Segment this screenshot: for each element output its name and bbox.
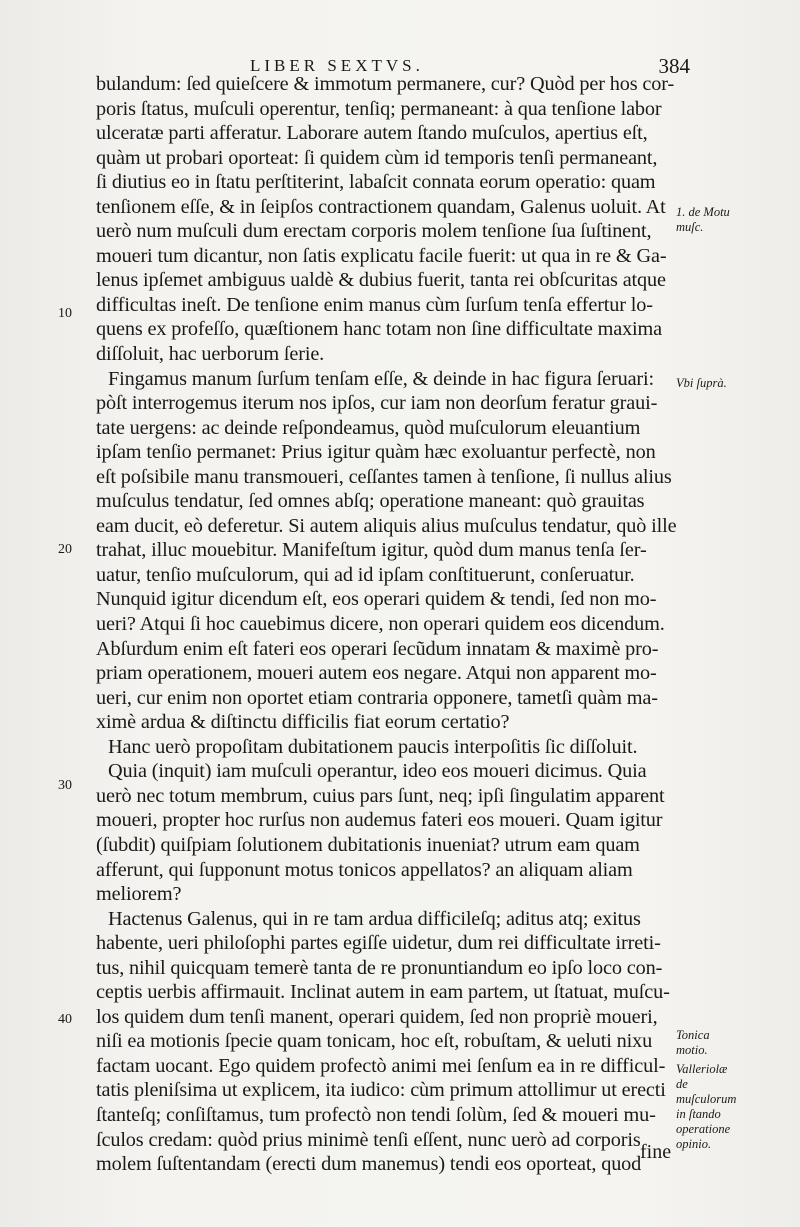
text-line: Nunquid igitur dicendum eſt, eos operari quidem & tendi, ſed non mo- [96,588,657,611]
text-line: eſt poſsibile manu transmoueri, ceſſantes tamen à tenſione, ſi nullus alius [96,465,672,488]
text-line: quàm ut probari oporteat: ſi quidem cùm id temporis tenſi permaneant, [96,146,658,169]
text-line: Quia (inquit) iam muſculi operantur, ideo eos moueri dicimus. Quia [108,760,647,783]
text-line: priam operationem, moueri autem eos negare. Atqui non apparent mo- [96,662,657,685]
main-text [96,72,677,1177]
text-line: afferunt, qui ſupponunt motus tonicos appellatos? an aliquam aliam [96,858,633,881]
text-line: muſculus tendatur, ſed omnes abſq; operatione maneant: quò grauitas [96,490,645,513]
text-line: eam ducit, eò deferetur. Si autem aliquis alius muſculus tendatur, quò ille [96,514,677,537]
running-title: LIBER SEXTVS. [250,56,424,75]
marginal-note: Tonica motio. [676,1028,710,1057]
text-line: Abſurdum enim eſt fateri eos operari ſecũdum innatam & maximè pro- [96,637,659,660]
line-number: 10 [58,306,72,321]
text-line: trahat, illuc mouebitur. Manifeſtum igitur, quòd dum manus tenſa ſer- [96,539,647,562]
page-number: 384 [658,54,690,78]
text-line: uerò nec totum membrum, cuius pars ſunt, neq; ipſi ſingulatim apparent [96,784,665,807]
text-line: ueri, cur enim non oportet etiam contraria opponere, tametſi quàm ma- [96,686,658,709]
text-line: tatis pleniſsima ut explicem, ita iudico: cùm primum attollimur ut erecti [96,1079,666,1102]
text-line: meliorem? [96,883,182,906]
text-line: habente, ueri philoſophi partes egiſſe uidetur, dum rei difficultate irreti- [96,932,661,955]
text-line: Fingamus manum ſurſum tenſam eſſe, & deinde in hac figura ſeruari: [108,367,654,390]
text-line: ipſam tenſio permanet: Prius igitur quàm hæc exoluantur perfectè, non [96,441,656,464]
text-line: ueri? Atqui ſi hoc cauebimus dicere, non operari quidem eos dicendum. [96,613,665,636]
line-number: 20 [58,542,72,557]
line-number: 40 [58,1012,72,1027]
text-line: Hactenus Galenus, qui in re tam ardua difficileſq; aditus atq; exitus [108,907,641,930]
text-line: tenſionem eſſe, & in ſeipſos contractionem quandam, Galenus uoluit. At [96,195,666,218]
text-line: quens ex profeſſo, quæſtionem hanc totam non ſine difficultate maxima [96,318,663,341]
text-line: molem ſuſtentandam (erecti dum manemus) tendi eos oporteat, quod [96,1153,642,1176]
text-line: uerò num muſculi dum erectam corporis molem tenſione ſua ſuſtinent, [96,220,652,243]
text-line: ximè ardua & diſtinctu difficilis fiat eorum certatio? [96,711,510,734]
text-line: tus, nihil quicquam temerè tanta de re pronuntiandum eo ipſo loco con- [96,956,663,979]
text-line: tate uergens: ac deinde reſpondeamus, quòd muſculorum eleuantium [96,416,641,439]
text-line: ulceratæ parti afferatur. Laborare autem ſtando muſculos, apertius eſt, [96,122,648,145]
text-line: moueri tum dicantur, non ſatis explicatu facile fuerit: ut qua in re & Ga- [96,244,667,267]
text-line: bulandum: ſed quieſcere & immotum permanere, cur? Quòd per hos cor- [96,73,675,95]
text-line: lenus ipſemet ambiguus ualdè & dubius fuerit, tanta rei obſcuritas atque [96,269,666,292]
text-line: los quidem dum tenſi manent, operari quidem, ſed non propriè moueri, [96,1005,658,1028]
text-line: Hanc uerò propoſitam dubitationem paucis interpoſitis ſic diſſoluit. [108,735,638,758]
text-line: ceptis uerbis affirmauit. Inclinat autem in eam partem, ut ſtatuat, muſcu- [96,981,670,1004]
text-line: uatur, tenſio muſculorum, qui ad id ipſam conſtituerunt, conſeruatur. [96,563,635,586]
text-line: moueri, propter hoc rurſus non audemus fateri eos moueri. Quam igitur [96,809,663,832]
text-line: factam uocant. Ego quidem profectò animi mei ſenſum ea in re difficul- [96,1054,666,1077]
line-number: 30 [58,778,72,793]
text-line: ſi diutius eo in ſtatu perſtiterint, labaſcit connata eorum operatio: quam [96,171,656,194]
text-line: poris ſtatus, muſculi operentur, tenſiq; permaneant: à qua tenſione labor [96,97,662,120]
text-line: pòſt interrogemus iterum nos ipſos, cur iam non deorſum feratur graui- [96,392,658,415]
text-line: diſſoluit, hac uerborum ſerie. [96,343,325,366]
text-line: difficultas ineſt. De tenſione enim manus cùm ſurſum tenſa effertur lo- [96,293,653,316]
text-line: niſi ea motionis ſpecie quam tonicam, hoc eſt, robuſtam, & ueluti nixu [96,1030,653,1053]
catchword: fine [640,1141,672,1163]
text-line: (ſubdit) quiſpiam ſolutionem dubitationis inueniat? utrum eam quam [96,833,640,856]
marginal-note: 1. de Motu muſc. [676,205,730,234]
text-line: ſtanteſq; conſiſtamus, tum profectò non tendi ſolùm, ſed & moueri mu- [96,1103,656,1126]
marginal-note: Valleriolæ de muſculorum in ſtando operatione opinio. [676,1062,737,1151]
marginal-note: Vbi ſuprà. [676,376,727,390]
text-line: ſculos credam: quòd prius minimè tenſi eſſent, nunc uerò ad corporis [96,1128,641,1151]
